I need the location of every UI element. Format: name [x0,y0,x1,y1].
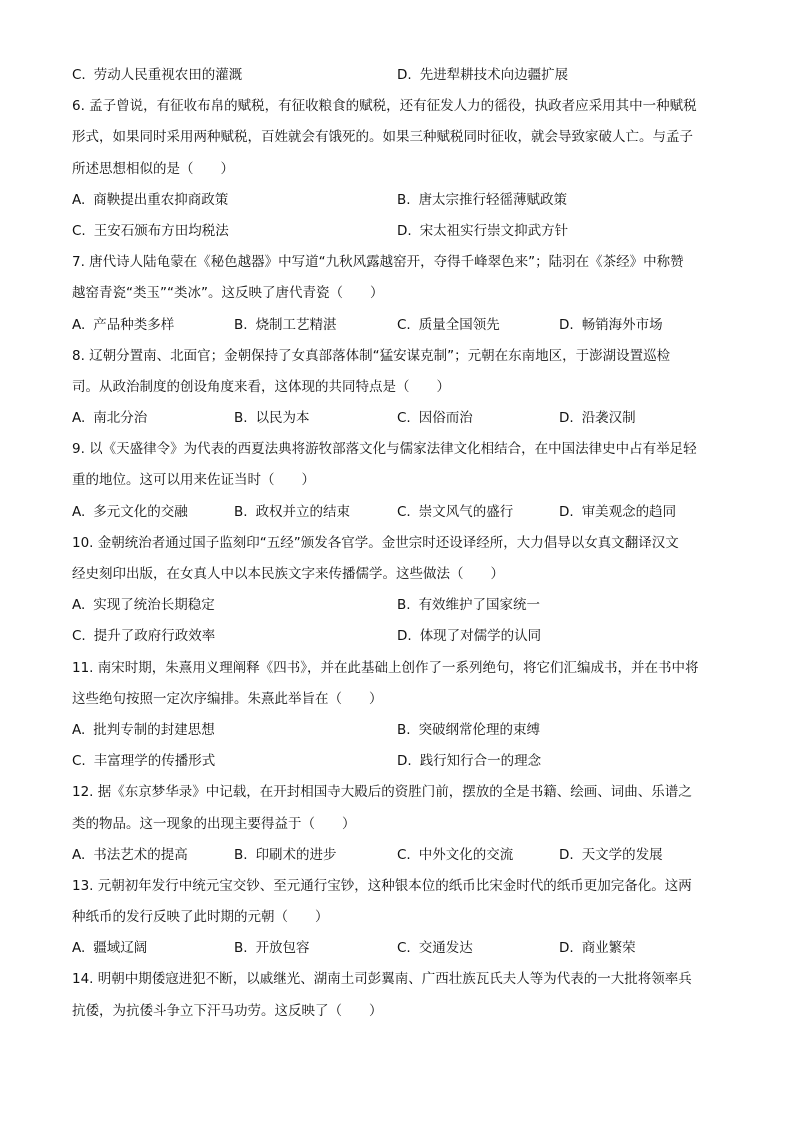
option-letter: A. [72,503,86,520]
answer-option [559,403,636,434]
answer-option [72,60,242,91]
answer-options-row [72,933,722,964]
question-text-line: 所述思想相似的是（ ） [72,160,234,177]
answer-options-row [72,185,722,216]
answer-option [72,840,188,871]
option-letter: C. [397,940,411,957]
option-text: 唐太宗推行轻徭薄赋政策 [418,191,568,208]
option-letter: C. [72,67,86,83]
option-text: 以民为本 [255,410,310,427]
answer-option [397,60,568,91]
answer-options-row [72,715,722,746]
answer-option [72,310,174,341]
option-text: 体现了对儒学的认同 [419,628,542,645]
option-text: 烧制工艺精湛 [255,316,337,333]
answer-option [234,403,310,434]
option-text: 畅销海外市场 [581,316,663,333]
answer-option [397,746,541,777]
answer-option [72,185,228,216]
answer-option [397,403,473,434]
option-text: 疆域辽阔 [93,940,148,957]
question-text-line: 类的物品。这一现象的出现主要得益于（ ） [72,815,356,832]
question-text-line: 13. 元朝初年发行中统元宝交钞、至元通行宝钞，这种银本位的纸币比宋金时代的纸币更加完备化。这两 [72,877,692,894]
question-text-line: 种纸币的发行反映了此时期的元朝（ ） [72,909,329,926]
option-letter: C. [397,316,411,333]
option-letter: A. [72,316,86,333]
option-letter: B. [397,721,411,738]
answer-options-row [72,216,722,247]
answer-option [559,840,663,871]
question-text-line: 经史刻印出版，在女真人中以本民族文字来传播儒学。这些做法（ ） [72,566,504,582]
question-text-line: 抗倭，为抗倭斗争立下汗马功劳。这反映了（ ） [72,1002,383,1019]
answer-option [72,497,188,528]
answer-options-row [72,590,722,621]
answer-option [397,216,568,247]
option-letter: B. [234,410,248,427]
option-text: 丰富理学的传播形式 [93,753,216,770]
answer-options-row [72,60,722,91]
option-letter: A. [72,191,86,208]
option-text: 交通发达 [418,940,473,957]
option-text: 王安石颁布方田均税法 [93,222,229,239]
answer-option [72,933,147,964]
exam-page [72,60,722,1027]
answer-option [559,497,676,528]
answer-option [397,497,513,528]
option-text: 商业繁荣 [581,940,636,957]
option-letter: D. [397,67,412,83]
question-text-line: 8. 辽朝分置南、北面官；金朝保持了女真部落体制“猛安谋克制”；元朝在东南地区，于澎湖设置巡检 [72,347,671,364]
answer-option [397,621,541,652]
answer-option [72,403,147,434]
answer-option [397,185,567,216]
option-letter: D. [559,503,574,520]
question-text-line: 重的地位。这可以用来佐证当时（ ） [72,472,315,489]
question-text-line: 14. 明朝中期倭寇进犯不断，以戚继光、湖南土司彭翼南、广西壮族瓦氏夫人等为代表的一大批将领率兵 [72,971,692,988]
option-letter: C. [397,410,411,427]
option-text: 书法艺术的提高 [93,846,188,863]
option-text: 中外文化的交流 [418,846,514,863]
question-text-line: 这些绝句按照一定次序编排。朱熹此举旨在（ ） [72,690,383,707]
question-text-line: 越窑青瓷“类玉”“类冰”。这反映了唐代青瓷（ ） [72,285,384,302]
answer-option [397,840,513,871]
option-text: 践行知行合一的理念 [419,753,542,770]
option-letter: A. [72,846,86,863]
answer-options-row [72,310,722,341]
answer-option [559,310,663,341]
question-text-line: 7. 唐代诗人陆龟蒙在《秘色越器》中写道“九秋风露越窑开，夺得千峰翠色来”；陆羽在《茶经》中称赞 [72,254,684,271]
option-letter: D. [397,628,412,645]
option-letter: C. [72,753,86,770]
question-text-line: 10. 金朝统治者通过国子监刻印“五经”颁发各官学。金世宗时还设译经所，大力倡导以女真文翻译汉文 [72,534,679,551]
option-letter: B. [234,316,248,333]
option-letter: B. [397,191,411,208]
answer-option [234,497,350,528]
option-letter: D. [559,846,574,863]
option-letter: C. [397,503,411,520]
question-text-line: 6. 孟子曾说，有征收布帛的赋税，有征收粮食的赋税，还有征发人力的徭役，执政者应采用其中一种赋税 [72,98,697,115]
option-letter: D. [559,316,574,333]
answer-option [72,621,215,652]
answer-option [234,310,337,341]
answer-option [72,590,215,621]
option-letter: C. [72,628,86,645]
answer-option [72,216,229,247]
answer-option [72,715,215,746]
answer-options-row [72,497,722,528]
option-letter: C. [397,846,411,863]
option-text: 批判专制的封建思想 [93,721,215,738]
answer-option [397,590,540,621]
answer-option [72,746,215,777]
option-text: 宋太祖实行崇文抑武方针 [419,222,569,239]
option-letter: A. [72,721,86,738]
answer-option [559,933,636,964]
answer-option [234,840,337,871]
option-letter: B. [234,503,248,520]
answer-option [397,715,540,746]
option-text: 印刷术的进步 [255,846,337,863]
option-letter: B. [234,940,248,957]
option-text: 劳动人民重视农田的灌溉 [93,67,243,83]
option-text: 崇文风气的盛行 [418,503,514,520]
option-text: 沿袭汉制 [581,410,636,427]
option-text: 提升了政府行政效率 [93,628,216,645]
option-letter: D. [559,940,574,957]
option-letter: D. [559,410,574,427]
option-text: 审美观念的趋同 [581,503,677,520]
question-text-line: 11. 南宋时期，朱熹用义理阐释《四书》，并在此基础上创作了一系列绝句，将它们汇编成书，并在书中将 [72,659,699,676]
answer-options-row [72,621,722,652]
option-text: 开放包容 [255,940,310,957]
question-text-line: 形式，如果同时采用两种赋税，百姓就会有饿死的。如果三种赋税同时征收，就会导致家破人亡。与孟子 [72,129,693,146]
option-text: 质量全国领先 [418,316,500,333]
option-text: 因俗而治 [418,410,473,427]
option-letter: A. [72,410,86,427]
question-text-line: 12. 据《东京梦华录》中记载，在开封相国寺大殿后的资胜门前，摆放的全是书籍、绘画、词曲、乐谱之 [72,784,692,801]
option-text: 实现了统治长期稳定 [93,597,215,614]
option-letter: A. [72,940,86,957]
option-letter: B. [397,597,411,614]
question-text-line: 9. 以《天盛律令》为代表的西夏法典将游牧部落文化与儒家法律文化相结合，在中国法律史中占有举足轻 [72,441,697,458]
option-text: 商鞅提出重农抑商政策 [93,191,229,208]
question-text-line: 司。从政治制度的创设角度来看，这体现的共同特点是（ ） [72,378,450,395]
option-text: 多元文化的交融 [93,503,188,520]
option-letter: A. [72,597,86,614]
option-text: 南北分治 [93,410,148,427]
option-text: 先进犁耕技术向边疆扩展 [419,67,569,83]
option-letter: D. [397,222,412,239]
option-text: 突破纲常伦理的束缚 [418,721,541,738]
option-letter: B. [234,846,248,863]
answer-option [397,310,500,341]
answer-options-row [72,403,722,434]
option-letter: C. [72,222,86,239]
option-text: 天文学的发展 [581,846,663,863]
answer-options-row [72,746,722,777]
option-letter: D. [397,753,412,770]
answer-options-row [72,840,722,871]
answer-option [234,933,310,964]
option-text: 产品种类多样 [93,316,175,333]
option-text: 有效维护了国家统一 [418,597,541,614]
answer-option [397,933,473,964]
option-text: 政权并立的结束 [255,503,351,520]
